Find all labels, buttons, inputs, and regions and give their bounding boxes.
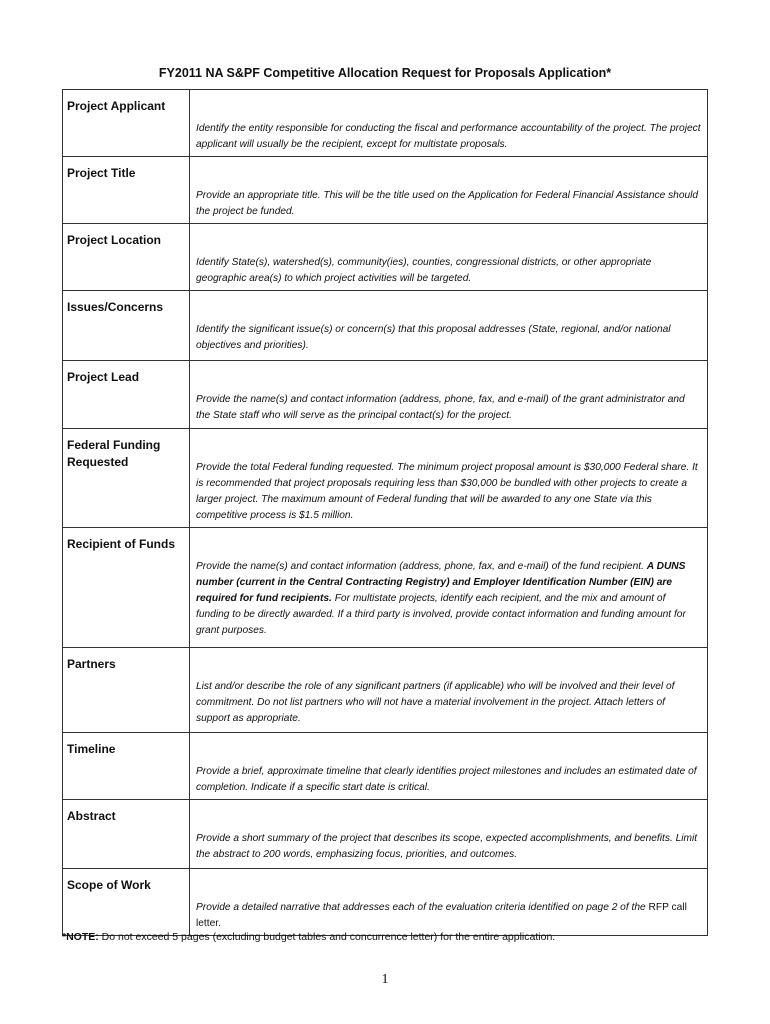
row-label-project-location: Project Location (63, 224, 190, 291)
application-form-table (62, 89, 708, 936)
table-row (63, 90, 708, 157)
table-row (63, 648, 708, 733)
row-description-project-applicant[interactable]: Identify the entity responsible for conducting the fiscal and performance accountability of the project. The project applicant will usually be the recipient, except for multistate proposals. (190, 90, 708, 157)
document-title: FY2011 NA S&PF Competitive Allocation Request for Proposals Application* (158, 66, 612, 80)
row-label-abstract: Abstract (63, 800, 190, 869)
recipient-text-a: Provide the name(s) and contact information (address, phone, fax, and e-mail) of the fund recipient. (196, 561, 644, 572)
row-label-partners: Partners (63, 648, 190, 733)
footnote (62, 931, 555, 943)
table-row (63, 800, 708, 869)
recipient-text-bold: A DUNS number (current in the Central Contracting Registry) and Employer Identification Number (EIN) are required for fund recipients. (196, 561, 686, 604)
row-label-recipient-of-funds: Recipient of Funds (63, 528, 190, 648)
footnote-prefix: *NOTE: (62, 931, 99, 943)
scope-text-plain: RFP call letter. (196, 902, 687, 929)
table-row (63, 224, 708, 291)
row-label-issues-concerns: Issues/Concerns (63, 291, 190, 361)
row-label-project-title: Project Title (63, 157, 190, 224)
table-row (63, 528, 708, 648)
row-description-recipient-of-funds[interactable] (190, 528, 708, 648)
table-row (63, 429, 708, 528)
row-description-scope-of-work[interactable] (190, 869, 708, 936)
row-label-federal-funding-requested: Federal Funding Requested (63, 429, 190, 528)
table-row (63, 869, 708, 936)
recipient-text-b: For multistate projects, identify each recipient, and the mix and amount of funding to be directly awarded. If a third party is involved, provide contact information and funding amount for grant purposes. (196, 593, 686, 636)
row-description-project-location[interactable]: Identify State(s), watershed(s), community(ies), counties, congressional districts, or other appropriate geographic area(s) to which project activities will be targeted. (190, 224, 708, 291)
table-row (63, 291, 708, 361)
table-row (63, 157, 708, 224)
row-description-project-title[interactable]: Provide an appropriate title. This will be the title used on the Application for Federal Financial Assistance should the project be funded. (190, 157, 708, 224)
row-description-issues-concerns[interactable]: Identify the significant issue(s) or concern(s) that this proposal addresses (State, regional, and/or national objectives and priorities). (190, 291, 708, 361)
footnote-text: Do not exceed 5 pages (excluding budget tables and concurrence letter) for the entire application. (98, 931, 556, 943)
row-description-federal-funding-requested[interactable]: Provide the total Federal funding requested. The minimum project proposal amount is $30,000 Federal share. It is recommended that project proposals requiring less than $30,000 be bundled with other projects to create a larger project. The maximum amount of Federal funding that will be awarded to any one State via this competitive process is $1.5 million. (190, 429, 708, 528)
row-description-timeline[interactable]: Provide a brief, approximate timeline that clearly identifies project milestones and includes an estimated date of completion. Indicate if a specific start date is critical. (190, 733, 708, 800)
row-description-abstract[interactable]: Provide a short summary of the project that describes its scope, expected accomplishments, and benefits. Limit the abstract to 200 words, emphasizing focus, priorities, and outcomes. (190, 800, 708, 869)
scope-text-a: Provide a detailed narrative that addresses each of the evaluation criteria identified on page 2 of the (196, 902, 646, 913)
row-description-partners[interactable]: List and/or describe the role of any significant partners (if applicable) who will be involved and their level of commitment. Do not list partners who will not have a material involvement in the project. Attach letters of support as appropriate. (190, 648, 708, 733)
row-label-scope-of-work: Scope of Work (63, 869, 190, 936)
row-description-project-lead[interactable]: Provide the name(s) and contact information (address, phone, fax, and e-mail) of the grant administrator and the State staff who will serve as the principal contact(s) for the project. (190, 361, 708, 429)
row-label-project-lead: Project Lead (63, 361, 190, 429)
table-row (63, 733, 708, 800)
row-label-timeline: Timeline (63, 733, 190, 800)
page-number: 1 (381, 972, 389, 987)
table-row (63, 361, 708, 429)
row-label-project-applicant: Project Applicant (63, 90, 190, 157)
